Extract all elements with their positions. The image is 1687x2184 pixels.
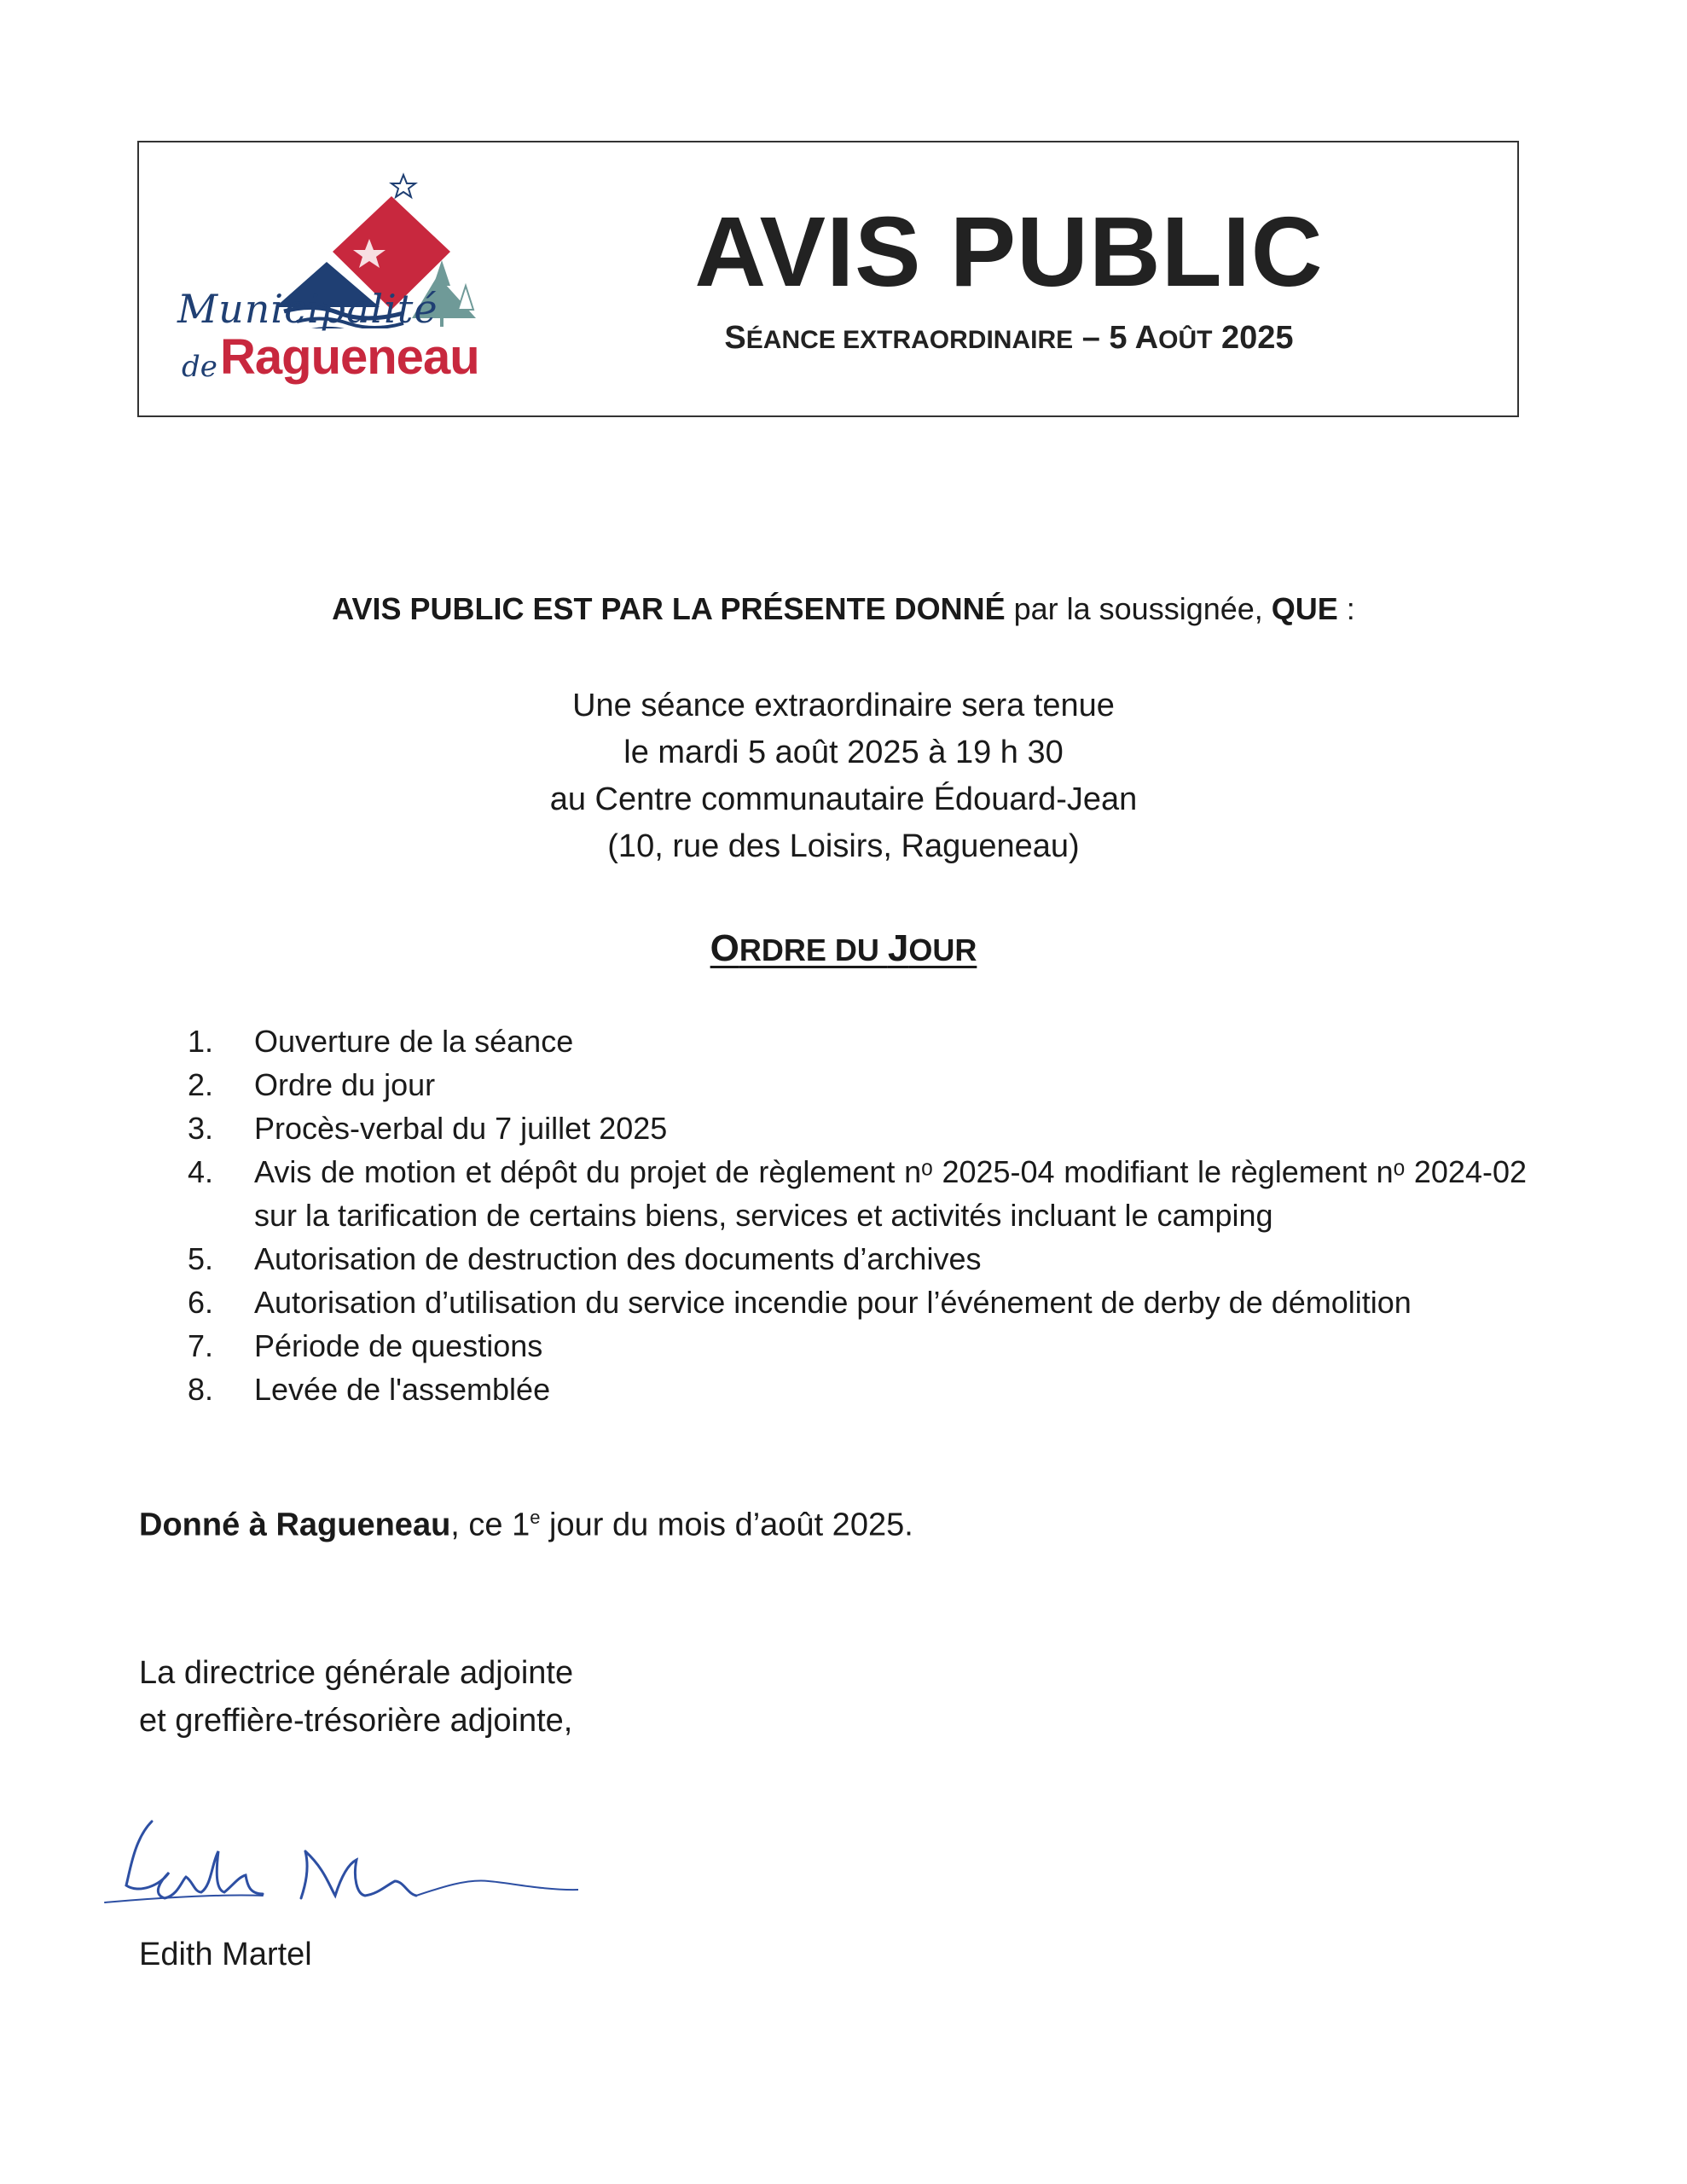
signer-title: La directrice générale adjointe et greffière-trésorière adjointe, — [139, 1655, 574, 1739]
page-title: AVIS PUBLIC — [694, 196, 1324, 307]
signer-name: Edith Martel — [139, 1937, 312, 1972]
intro-paragraph: AVIS PUBLIC EST PAR LA PRÉSENTE DONNÉ par la soussignée, QUE : — [332, 591, 1355, 626]
meeting-details — [0, 682, 1687, 870]
given-statement: Donné à Ragueneau, ce 1e jour du mois d’août 2025. — [139, 1507, 913, 1543]
meeting-line: au Centre communautaire Édouard-Jean — [549, 781, 1138, 817]
agenda-item: 6. Autorisation d’utilisation du service incendie pour l’événement de derby de démolition — [187, 1285, 1412, 1320]
agenda-item: 7. Période de questions — [187, 1328, 543, 1363]
agenda-item: 2. Ordre du jour — [187, 1067, 436, 1102]
logo-text-de: de — [182, 350, 217, 384]
agenda-item: 3. Procès-verbal du 7 juillet 2025 — [187, 1111, 668, 1146]
municipal-logo — [156, 158, 514, 405]
agenda-list — [179, 1019, 1527, 1411]
agenda-item: 8. Levée de l'assemblée — [187, 1372, 551, 1407]
agenda-heading: ORDRE DU JOUR — [710, 927, 977, 969]
page-subtitle: SÉANCE EXTRAORDINAIRE – 5 AOÛT 2025 — [724, 320, 1294, 356]
header-box — [137, 141, 1519, 417]
handwritten-signature — [101, 1800, 578, 1937]
agenda-item: 5. Autorisation de destruction des documents d’archives — [187, 1241, 982, 1276]
meeting-line: le mardi 5 août 2025 à 19 h 30 — [623, 735, 1064, 770]
meeting-line: Une séance extraordinaire sera tenue — [572, 688, 1115, 723]
logo-text-ragueneau: Ragueneau — [220, 329, 479, 385]
agenda-item: 4. Avis de motion et dépôt du projet de règlement nᵒ 2025-04 modifiant le règlement nᵒ 2024-02 sur la tarification de certains biens, services et activités incluant le camping — [187, 1154, 1527, 1233]
logo-text-municipalite: Municipalité — [177, 286, 438, 332]
agenda-item: 1. Ouverture de la séance — [187, 1024, 574, 1059]
meeting-line: (10, rue des Loisirs, Ragueneau) — [607, 828, 1080, 864]
